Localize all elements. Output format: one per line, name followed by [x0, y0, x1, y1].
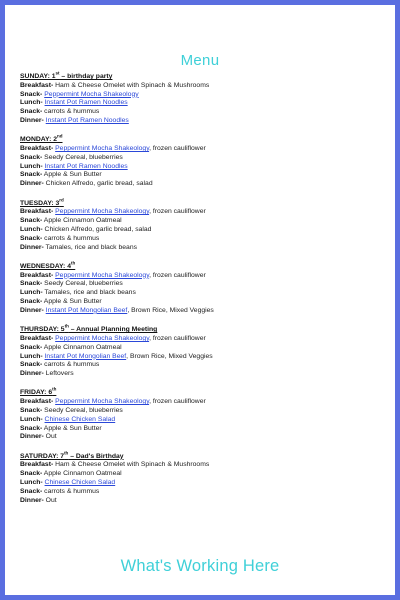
- meal-row: [20, 82, 385, 91]
- meal-row: [20, 398, 385, 407]
- meal-row: [20, 497, 385, 506]
- meal-row: [20, 99, 385, 108]
- meal-label: Snack-: [20, 424, 43, 432]
- meal-row: [20, 235, 385, 244]
- meal-text: Apple Cinnamon Oatmeal: [42, 343, 122, 351]
- recipe-link[interactable]: Chinese Chicken Salad: [44, 415, 116, 423]
- meal-text: , frozen cauliflower: [149, 145, 206, 153]
- meal-text: Seedy Cereal, blueberries: [42, 407, 123, 414]
- meal-label: Snack-: [20, 470, 43, 478]
- meal-row: [20, 461, 385, 470]
- meal-row: [20, 298, 385, 307]
- meal-label: Snack-: [20, 217, 43, 225]
- meal-label: Snack-: [20, 108, 43, 116]
- day-ordinal-suffix: th: [71, 260, 76, 266]
- meal-label: Breakfast-: [20, 398, 54, 406]
- meal-text: carrots & hummus: [42, 108, 100, 116]
- day-ordinal-suffix: th: [52, 387, 57, 393]
- meal-row: [20, 361, 385, 370]
- day-section: [20, 323, 385, 379]
- meal-label: Lunch-: [20, 352, 43, 360]
- recipe-link[interactable]: Peppermint Mocha Shakeology: [44, 90, 139, 98]
- day-section: [20, 389, 385, 442]
- meal-label: Dinner-: [20, 433, 44, 441]
- meal-row: [20, 407, 385, 416]
- meal-label: Dinner-: [20, 116, 44, 124]
- menu-page: [5, 5, 395, 595]
- meal-label: Breakfast-: [20, 81, 54, 89]
- day-heading: [20, 323, 385, 335]
- meal-label: Snack-: [20, 171, 43, 179]
- meal-label: Dinner-: [20, 243, 44, 251]
- meal-label: Snack-: [20, 234, 43, 242]
- day-ordinal-suffix: th: [64, 323, 69, 329]
- meal-label: Dinner-: [20, 370, 44, 378]
- day-ordinal-suffix: rd: [59, 197, 64, 203]
- day-section: [20, 197, 385, 253]
- meal-label: Dinner-: [20, 306, 44, 314]
- meal-label: Snack-: [20, 90, 43, 98]
- meal-text: Apple & Sun Butter: [42, 298, 102, 306]
- meal-text: Apple Cinnamon Oatmeal: [42, 470, 122, 478]
- meal-row: [20, 280, 385, 289]
- meal-row: [20, 344, 385, 353]
- day-ordinal-suffix: st: [55, 70, 60, 76]
- meal-text: , frozen cauliflower: [149, 208, 206, 216]
- day-section: [20, 136, 385, 189]
- meal-label: Dinner-: [20, 180, 44, 188]
- meal-row: [20, 244, 385, 253]
- meal-label: Lunch-: [20, 99, 43, 107]
- recipe-link[interactable]: Instant Pot Mongolian Beef: [45, 306, 128, 314]
- meal-text: , frozen cauliflower: [149, 398, 206, 406]
- meal-text: Ham & Cheese Omelet with Spinach & Mushrooms: [53, 461, 210, 469]
- meal-row: [20, 208, 385, 217]
- meal-row: [20, 416, 385, 425]
- meal-text: Apple & Sun Butter: [42, 424, 102, 432]
- meal-text: Seedy Cereal, blueberries: [42, 153, 123, 161]
- meal-row: [20, 370, 385, 379]
- meal-row: [20, 117, 385, 126]
- meal-label: Snack-: [20, 361, 43, 369]
- meal-row: [20, 470, 385, 479]
- meal-label: Breakfast-: [20, 334, 54, 342]
- day-name: MONDAY: 2: [20, 136, 58, 144]
- meal-text: Tamales, rice and black beans: [42, 289, 136, 297]
- recipe-link[interactable]: Chinese Chicken Salad: [44, 479, 116, 487]
- recipe-link[interactable]: Peppermint Mocha Shakeology: [55, 334, 150, 342]
- meal-label: Snack-: [20, 280, 43, 288]
- day-section: [20, 450, 385, 506]
- meal-text: , frozen cauliflower: [149, 334, 206, 342]
- day-heading: [20, 450, 385, 462]
- day-name: WEDNESDAY: 4: [20, 262, 71, 270]
- recipe-link[interactable]: Instant Pot Ramen Noodles: [44, 162, 128, 170]
- day-heading: [20, 389, 385, 398]
- meal-row: [20, 433, 385, 442]
- meal-row: [20, 171, 385, 180]
- meal-text: carrots & hummus: [42, 234, 100, 242]
- meal-text: Leftovers: [43, 370, 74, 378]
- meal-row: [20, 163, 385, 172]
- meal-row: [20, 180, 385, 189]
- day-heading: [20, 70, 385, 82]
- meal-row: [20, 488, 385, 497]
- meal-label: Lunch-: [20, 289, 43, 297]
- meal-label: Breakfast-: [20, 461, 54, 469]
- meal-text: Seedy Cereal, blueberries: [42, 280, 123, 288]
- meal-row: [20, 272, 385, 281]
- meal-row: [20, 353, 385, 362]
- meal-label: Snack-: [20, 153, 43, 161]
- meal-label: Breakfast-: [20, 208, 54, 216]
- page-title: Menu: [180, 52, 220, 69]
- meal-text: Chicken Alfredo, garlic bread, salad: [42, 225, 152, 233]
- day-name: SUNDAY: 1: [20, 73, 56, 80]
- meal-text: , frozen cauliflower: [149, 271, 206, 279]
- meal-row: [20, 226, 385, 235]
- meal-label: Snack-: [20, 407, 43, 414]
- day-heading: [20, 260, 385, 272]
- meal-text: Out: [43, 433, 57, 441]
- meal-row: [20, 335, 385, 344]
- meal-label: Lunch-: [20, 225, 43, 233]
- meal-label: Snack-: [20, 487, 43, 495]
- day-ordinal-suffix: nd: [57, 134, 63, 140]
- meal-row: [20, 217, 385, 226]
- meal-text: carrots & hummus: [42, 361, 100, 369]
- day-name: TUESDAY: 3: [20, 199, 60, 207]
- day-note: – birthday party: [59, 73, 113, 80]
- meal-row: [20, 289, 385, 298]
- meal-label: Lunch-: [20, 479, 43, 487]
- meal-label: Snack-: [20, 343, 43, 351]
- meal-text: carrots & hummus: [42, 487, 100, 495]
- day-heading: [20, 197, 385, 209]
- day-list: [20, 70, 385, 516]
- recipe-link[interactable]: Peppermint Mocha Shakeology: [55, 398, 150, 406]
- meal-label: Breakfast-: [20, 145, 54, 153]
- meal-row: [20, 91, 385, 100]
- meal-label: Lunch-: [20, 162, 43, 170]
- meal-row: [20, 425, 385, 434]
- day-name: THURSDAY: 5: [20, 326, 65, 334]
- meal-label: Lunch-: [20, 415, 43, 423]
- meal-text: Tamales, rice and black beans: [43, 243, 137, 251]
- recipe-link[interactable]: Peppermint Mocha Shakeology: [55, 145, 150, 153]
- meal-row: [20, 479, 385, 488]
- recipe-link[interactable]: Instant Pot Ramen Noodles: [44, 99, 128, 107]
- meal-text: Ham & Cheese Omelet with Spinach & Mushrooms: [53, 81, 210, 89]
- meal-label: Snack-: [20, 298, 43, 306]
- day-ordinal-suffix: th: [64, 450, 69, 456]
- meal-label: Breakfast-: [20, 271, 54, 279]
- meal-text: Chicken Alfredo, garlic bread, salad: [43, 180, 153, 188]
- meal-text: Apple & Sun Butter: [42, 171, 102, 179]
- recipe-link[interactable]: Peppermint Mocha Shakeology: [55, 271, 150, 279]
- meal-text: Out: [43, 496, 57, 504]
- day-note: – Dad's Birthday: [68, 452, 124, 460]
- recipe-link[interactable]: Instant Pot Ramen Noodles: [45, 116, 129, 124]
- meal-label: Dinner-: [20, 496, 44, 504]
- recipe-link[interactable]: Instant Pot Mongolian Beef: [44, 352, 127, 360]
- meal-text: , Brown Rice, Mixed Veggies: [126, 352, 213, 360]
- meal-row: [20, 108, 385, 117]
- day-heading: [20, 136, 385, 145]
- footer-brand: What's Working Here: [120, 557, 280, 575]
- day-name: FRIDAY: 6: [20, 389, 53, 397]
- day-section: [20, 70, 385, 126]
- day-note: – Annual Planning Meeting: [68, 326, 158, 334]
- meal-row: [20, 145, 385, 154]
- day-name: SATURDAY: 7: [20, 452, 65, 460]
- day-section: [20, 260, 385, 316]
- meal-row: [20, 307, 385, 316]
- meal-text: , Brown Rice, Mixed Veggies: [127, 306, 214, 314]
- recipe-link[interactable]: Peppermint Mocha Shakeology: [55, 208, 150, 216]
- meal-row: [20, 154, 385, 163]
- meal-text: Apple Cinnamon Oatmeal: [42, 217, 122, 225]
